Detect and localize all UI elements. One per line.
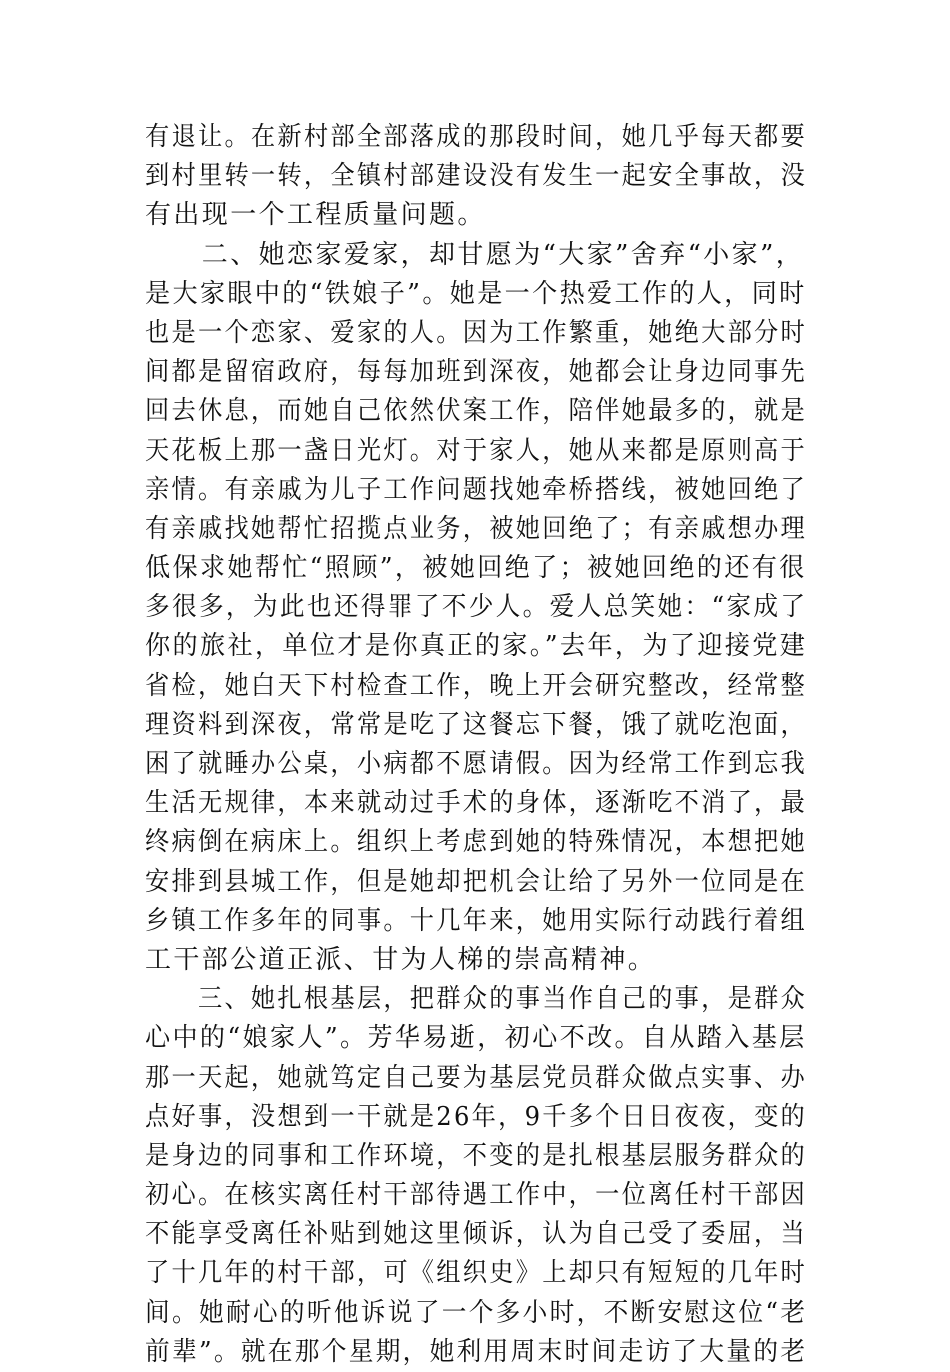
text-line: 心中的“娘家人”。芳华易逝，初心不改。自从踏入基层	[145, 1023, 807, 1054]
text-line: 终病倒在病床上。组织上考虑到她的特殊情况，本想把她	[145, 827, 808, 858]
text-line: 那一天起，她就笃定自己要为基层党员群众做点实事、办	[145, 1062, 808, 1093]
text-line: 是身边的同事和工作环境，不变的是扎根基层服务群众的	[145, 1140, 808, 1171]
text-line: 也是一个恋家、爱家的人。因为工作繁重，她绝大部分时	[145, 317, 808, 348]
text-line: 生活无规律，本来就动过手术的身体，逐渐吃不消了，最	[145, 788, 808, 819]
text-line: 前辈”。就在那个星期，她利用周末时间走访了大量的老	[145, 1336, 808, 1367]
text-line: 回去休息，而她自己依然伏案工作，陪伴她最多的，就是	[145, 396, 808, 427]
text-line: 低保求她帮忙“照顾”，被她回绝了；被她回绝的还有很	[145, 553, 807, 584]
text-line: 是大家眼中的“铁娘子”。她是一个热爱工作的人，同时	[145, 278, 807, 309]
text-line: 安排到县城工作，但是她却把机会让给了另外一位同是在	[145, 866, 808, 897]
text-line: 了十几年的村干部，可《组织史》上却只有短短的几年时	[145, 1258, 808, 1289]
text-line: 亲情。有亲戚为儿子工作问题找她牵桥搭线，被她回绝了	[145, 474, 808, 505]
text-line: 点好事，没想到一干就是26年，9千多个日日夜夜，变的	[145, 1101, 808, 1132]
paragraph-start-line: 三、她扎根基层，把群众的事当作自己的事，是群众	[145, 984, 808, 1015]
text-line: 到村里转一转，全镇村部建设没有发生一起安全事故，没	[145, 161, 808, 192]
text-line: 不能享受离任补贴到她这里倾诉，认为自己受了委屈，当	[145, 1219, 808, 1250]
text-line: 有出现一个工程质量问题。	[145, 200, 486, 231]
text-line: 有亲戚找她帮忙招揽点业务，被她回绝了；有亲戚想办理	[145, 513, 808, 544]
text-line: 乡镇工作多年的同事。十几年来，她用实际行动践行着组	[145, 905, 808, 936]
text-line: 有退让。在新村部全部落成的那段时间，她几乎每天都要	[145, 122, 808, 152]
text-line: 省检，她白天下村检查工作，晚上开会研究整改，经常整	[145, 670, 808, 701]
paragraph-start-line: 二、她恋家爱家，却甘愿为“大家”舍弃“小家”，	[145, 239, 805, 270]
text-line: 初心。在核实离任村干部待遇工作中，一位离任村干部因	[145, 1180, 808, 1211]
text-line: 间都是留宿政府，每每加班到深夜，她都会让身边同事先	[145, 357, 808, 388]
text-line: 你的旅社，单位才是你真正的家。”去年，为了迎接党建	[145, 631, 808, 662]
text-line: 间。她耐心的听他诉说了一个多小时，不断安慰这位“老	[145, 1297, 808, 1328]
text-line: 理资料到深夜，常常是吃了这餐忘下餐，饿了就吃泡面，	[145, 709, 808, 740]
text-line: 天花板上那一盏日光灯。对于家人，她从来都是原则高于	[145, 435, 808, 466]
text-line: 困了就睡办公桌，小病都不愿请假。因为经常工作到忘我	[145, 749, 808, 779]
text-line: 多很多，为此也还得罪了不少人。爱人总笑她：“家成了	[145, 592, 808, 623]
body-text	[145, 118, 807, 1372]
text-line: 工干部公道正派、甘为人梯的崇高精神。	[145, 944, 657, 975]
